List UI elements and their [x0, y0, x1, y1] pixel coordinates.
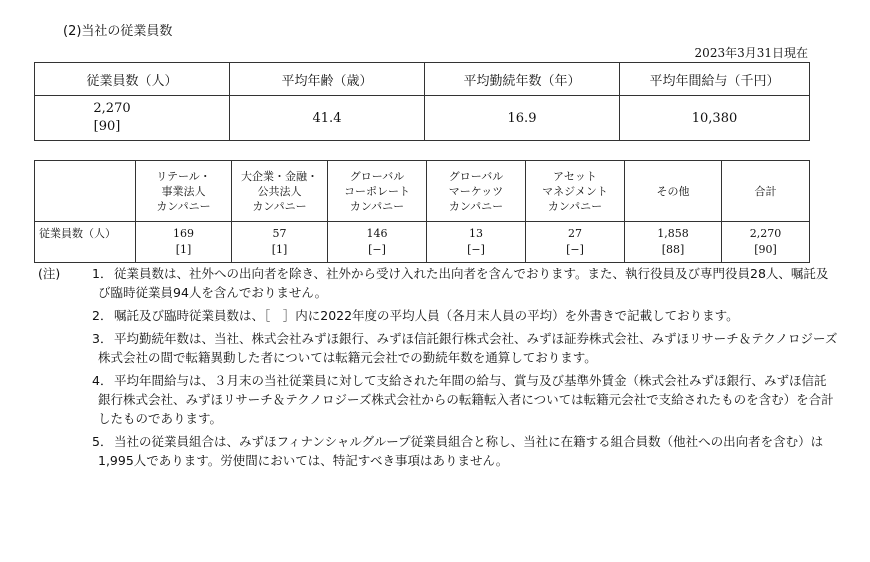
note-number: 3． — [92, 331, 113, 346]
header-line: カンパニー — [448, 199, 504, 213]
note-number: 5． — [92, 434, 113, 449]
summary-value-row — [35, 96, 810, 141]
header-line: 大企業・金融・ — [241, 169, 318, 183]
value-global-markets — [427, 222, 526, 263]
avg-tenure-value: 16.9 — [425, 96, 620, 141]
header-line: マーケッツ — [448, 184, 504, 198]
header-line: グローバル — [349, 169, 405, 183]
count: 146 — [366, 227, 388, 240]
note-text: 当社の従業員組合は、みずほフィナンシャルグループ従業員組合と称し、当社に在籍する組合員数（他社への出向者を含む）は1,995人であります。労使間においては、特記すべき事項はありません。 — [98, 434, 824, 468]
header-line: グローバル — [448, 169, 504, 183]
header-avg-salary: 平均年間給与（千円） — [620, 63, 810, 96]
avg-salary-value: 10,380 — [620, 96, 810, 141]
temp-count: [1] — [175, 243, 192, 256]
section-heading: (2)当社の従業員数 — [63, 24, 173, 39]
breakdown-table — [34, 160, 810, 263]
header-line: カンパニー — [547, 199, 603, 213]
note-number: 4． — [92, 373, 113, 388]
value-corporate — [232, 222, 328, 263]
breakdown-value-row — [35, 222, 810, 263]
note-item — [38, 329, 838, 367]
header-line: マネジメント — [542, 184, 608, 198]
header-line: コーポレート — [344, 184, 410, 198]
header-line: カンパニー — [156, 199, 211, 213]
note-item — [38, 264, 838, 302]
note-number: 1． — [92, 266, 113, 281]
employees-value: 2,270 — [93, 101, 131, 116]
notes-prefix: (注) — [38, 266, 61, 281]
note-text: 嘱託及び臨時従業員数は、［ ］内に2022年度の平均人員（各月末人員の平均）を外書きで記載しております。 — [114, 308, 739, 323]
value-global-corporate — [328, 222, 427, 263]
count: 27 — [568, 227, 582, 240]
header-asset-management-company — [526, 161, 625, 222]
temp-count: [−] — [566, 243, 584, 256]
temp-count: [1] — [271, 243, 288, 256]
summary-table — [34, 62, 810, 141]
count: 1,858 — [657, 227, 689, 240]
note-text: 平均年間給与は、３月末の当社従業員に対して支給された年間の給与、賞与及び基準外賃金（株式会社みずほ銀行、みずほ信託銀行株式会社、みずほリサーチ＆テクノロジーズ株式会社からの転籍転入者については転籍元会社で支給されたものを含む）を合計したものであります。 — [98, 373, 834, 426]
header-retail-company — [136, 161, 232, 222]
temp-count: [90] — [754, 243, 777, 256]
header-global-corporate-company — [328, 161, 427, 222]
note-item — [38, 432, 838, 470]
header-line: カンパニー — [252, 199, 307, 213]
header-line: 合計 — [754, 184, 777, 198]
employees-cell — [35, 96, 230, 141]
temp-count: [88] — [661, 243, 685, 256]
header-line: その他 — [656, 184, 690, 198]
temp-count: [−] — [368, 243, 386, 256]
note-text: 平均勤続年数は、当社、株式会社みずほ銀行、みずほ信託銀行株式会社、みずほ証券株式会社、みずほリサーチ＆テクノロジーズ株式会社の間で転籍異動した者については転籍元会社での勤続年数を通算しております。 — [98, 331, 838, 365]
header-line: リテール・ — [156, 169, 211, 183]
header-total — [722, 161, 810, 222]
note-item — [38, 306, 838, 325]
summary-header-row — [35, 63, 810, 96]
breakdown-header-row — [35, 161, 810, 222]
note-number: 2． — [92, 308, 113, 323]
note-item — [38, 371, 838, 428]
notes-section — [38, 264, 838, 474]
header-line: 事業法人 — [161, 184, 206, 198]
header-other — [625, 161, 722, 222]
breakdown-corner — [35, 161, 136, 222]
temp-count: [−] — [467, 243, 485, 256]
count: 57 — [272, 227, 287, 240]
header-line: 公共法人 — [257, 184, 302, 198]
note-text: 従業員数は、社外への出向者を除き、社外から受け入れた出向者を含んでおります。また、執行役員及び専門役員28人、嘱託及び臨時従業員94人を含んでおりません。 — [98, 266, 829, 300]
employees-temp-value: [90] — [93, 119, 121, 134]
header-avg-tenure: 平均勤続年数（年） — [425, 63, 620, 96]
header-line: アセット — [553, 169, 597, 183]
as-of-date: 2023年3月31日現在 — [694, 46, 808, 60]
count: 2,270 — [749, 227, 782, 240]
count: 169 — [173, 227, 194, 240]
avg-age-value: 41.4 — [230, 96, 425, 141]
value-retail — [136, 222, 232, 263]
value-other — [625, 222, 722, 263]
row-label-employees: 従業員数（人） — [35, 222, 136, 263]
header-global-markets-company — [427, 161, 526, 222]
value-asset-management — [526, 222, 625, 263]
value-total — [722, 222, 810, 263]
header-line: カンパニー — [349, 199, 405, 213]
header-corporate-company — [232, 161, 328, 222]
count: 13 — [469, 227, 483, 240]
header-employees: 従業員数（人） — [35, 63, 230, 96]
header-avg-age: 平均年齢（歳） — [230, 63, 425, 96]
